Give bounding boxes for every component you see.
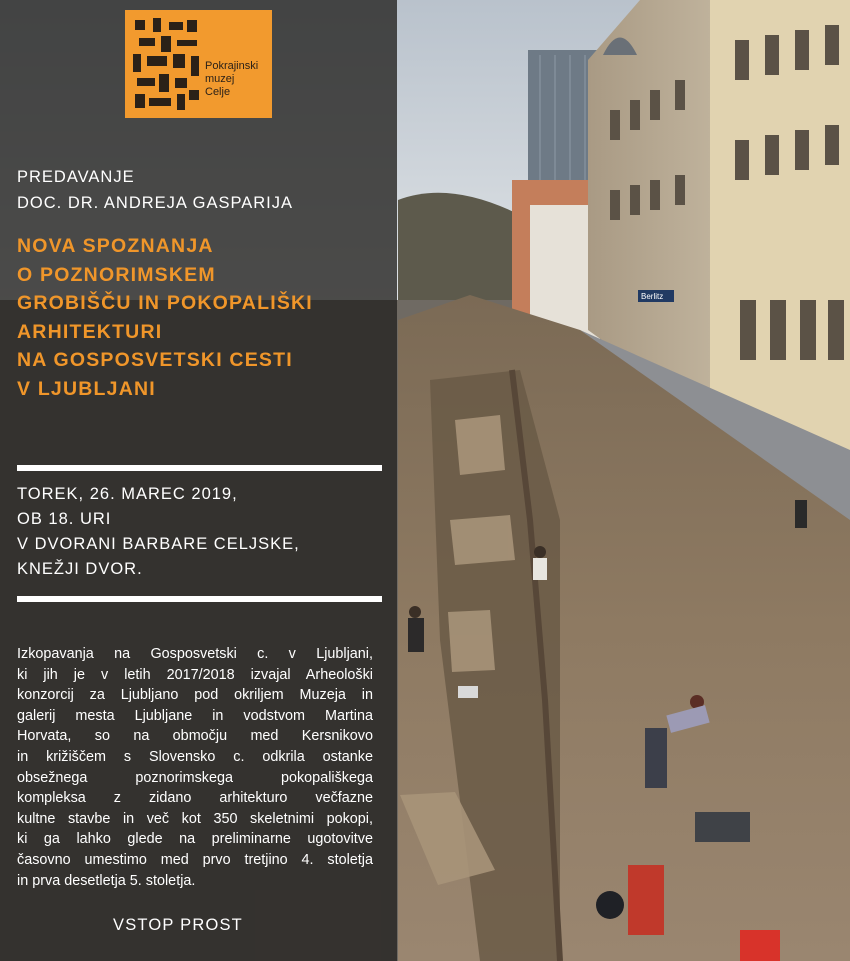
description-line: kultne stavbe in več kot 350 skeletnimi pokopi,: [17, 810, 373, 827]
museum-logo-mark-icon: [131, 16, 203, 112]
description-text: [17, 644, 373, 891]
description-line: in križiščem s Slovensko c. odkrila ostanke: [17, 748, 373, 765]
lecture-header: [17, 164, 293, 216]
title-line: O POZNORIMSKEM: [17, 263, 216, 286]
title-line: NOVA SPOZNANJA: [17, 235, 214, 257]
logo-line: Celje: [205, 86, 231, 98]
divider-bottom: [17, 596, 382, 602]
description-line: konzorcij za Ljubljano pod okriljem Muzeja in: [17, 687, 373, 704]
description-line: ki jih je v letih 2017/2018 izvajal Arheološki: [17, 666, 373, 683]
left-info-panel: [0, 0, 397, 961]
event-details: [17, 482, 300, 582]
description-line: galerij mesta Ljubljane in vodstvom Martina: [17, 707, 373, 724]
lecturer-name: DOC. DR. ANDREJA GASPARIJA: [17, 194, 293, 212]
museum-logo: [125, 10, 272, 118]
event-time: OB 18. URI: [17, 510, 112, 528]
logo-line: muzej: [205, 73, 235, 85]
museum-logo-text: [205, 60, 269, 99]
description-line: obsežnega poznorimskega pokopališkega: [17, 769, 373, 786]
title-line: NA GOSPOSVETSKI CESTI: [17, 349, 293, 371]
logo-line: Pokrajinski: [205, 60, 259, 72]
title-line: V LJUBLJANI: [17, 377, 156, 400]
description-line: časovno umestimo med prvo tretjino 4. stoletja: [17, 851, 373, 868]
title-line: ARHITEKTURI: [17, 320, 163, 343]
lecture-label: PREDAVANJE: [17, 168, 135, 186]
description-line: Horvata, so na območju med Kersnikovo: [17, 728, 373, 745]
event-venue-building: KNEŽJI DVOR.: [17, 560, 143, 578]
free-admission: VSTOP PROST: [113, 916, 243, 934]
title-line: GROBIŠČU IN POKOPALIŠKI: [17, 292, 313, 314]
description-line: Izkopavanja na Gosposvetski c. v Ljubljani,: [17, 646, 373, 662]
lecture-title: [17, 232, 387, 403]
description-line: in prva desetletja 5. stoletja.: [17, 872, 196, 889]
description-line: ki ga lahko glede na preliminarne ugotovitve: [17, 831, 373, 848]
description-line: kompleksa z zidano arhitekturo večfazne: [17, 790, 373, 807]
berlitz-sign: Berlitz: [641, 292, 664, 301]
divider-top: [17, 465, 382, 471]
event-date: TOREK, 26. MAREC 2019,: [17, 485, 238, 503]
event-venue: V DVORANI BARBARE CELJSKE,: [17, 535, 300, 553]
